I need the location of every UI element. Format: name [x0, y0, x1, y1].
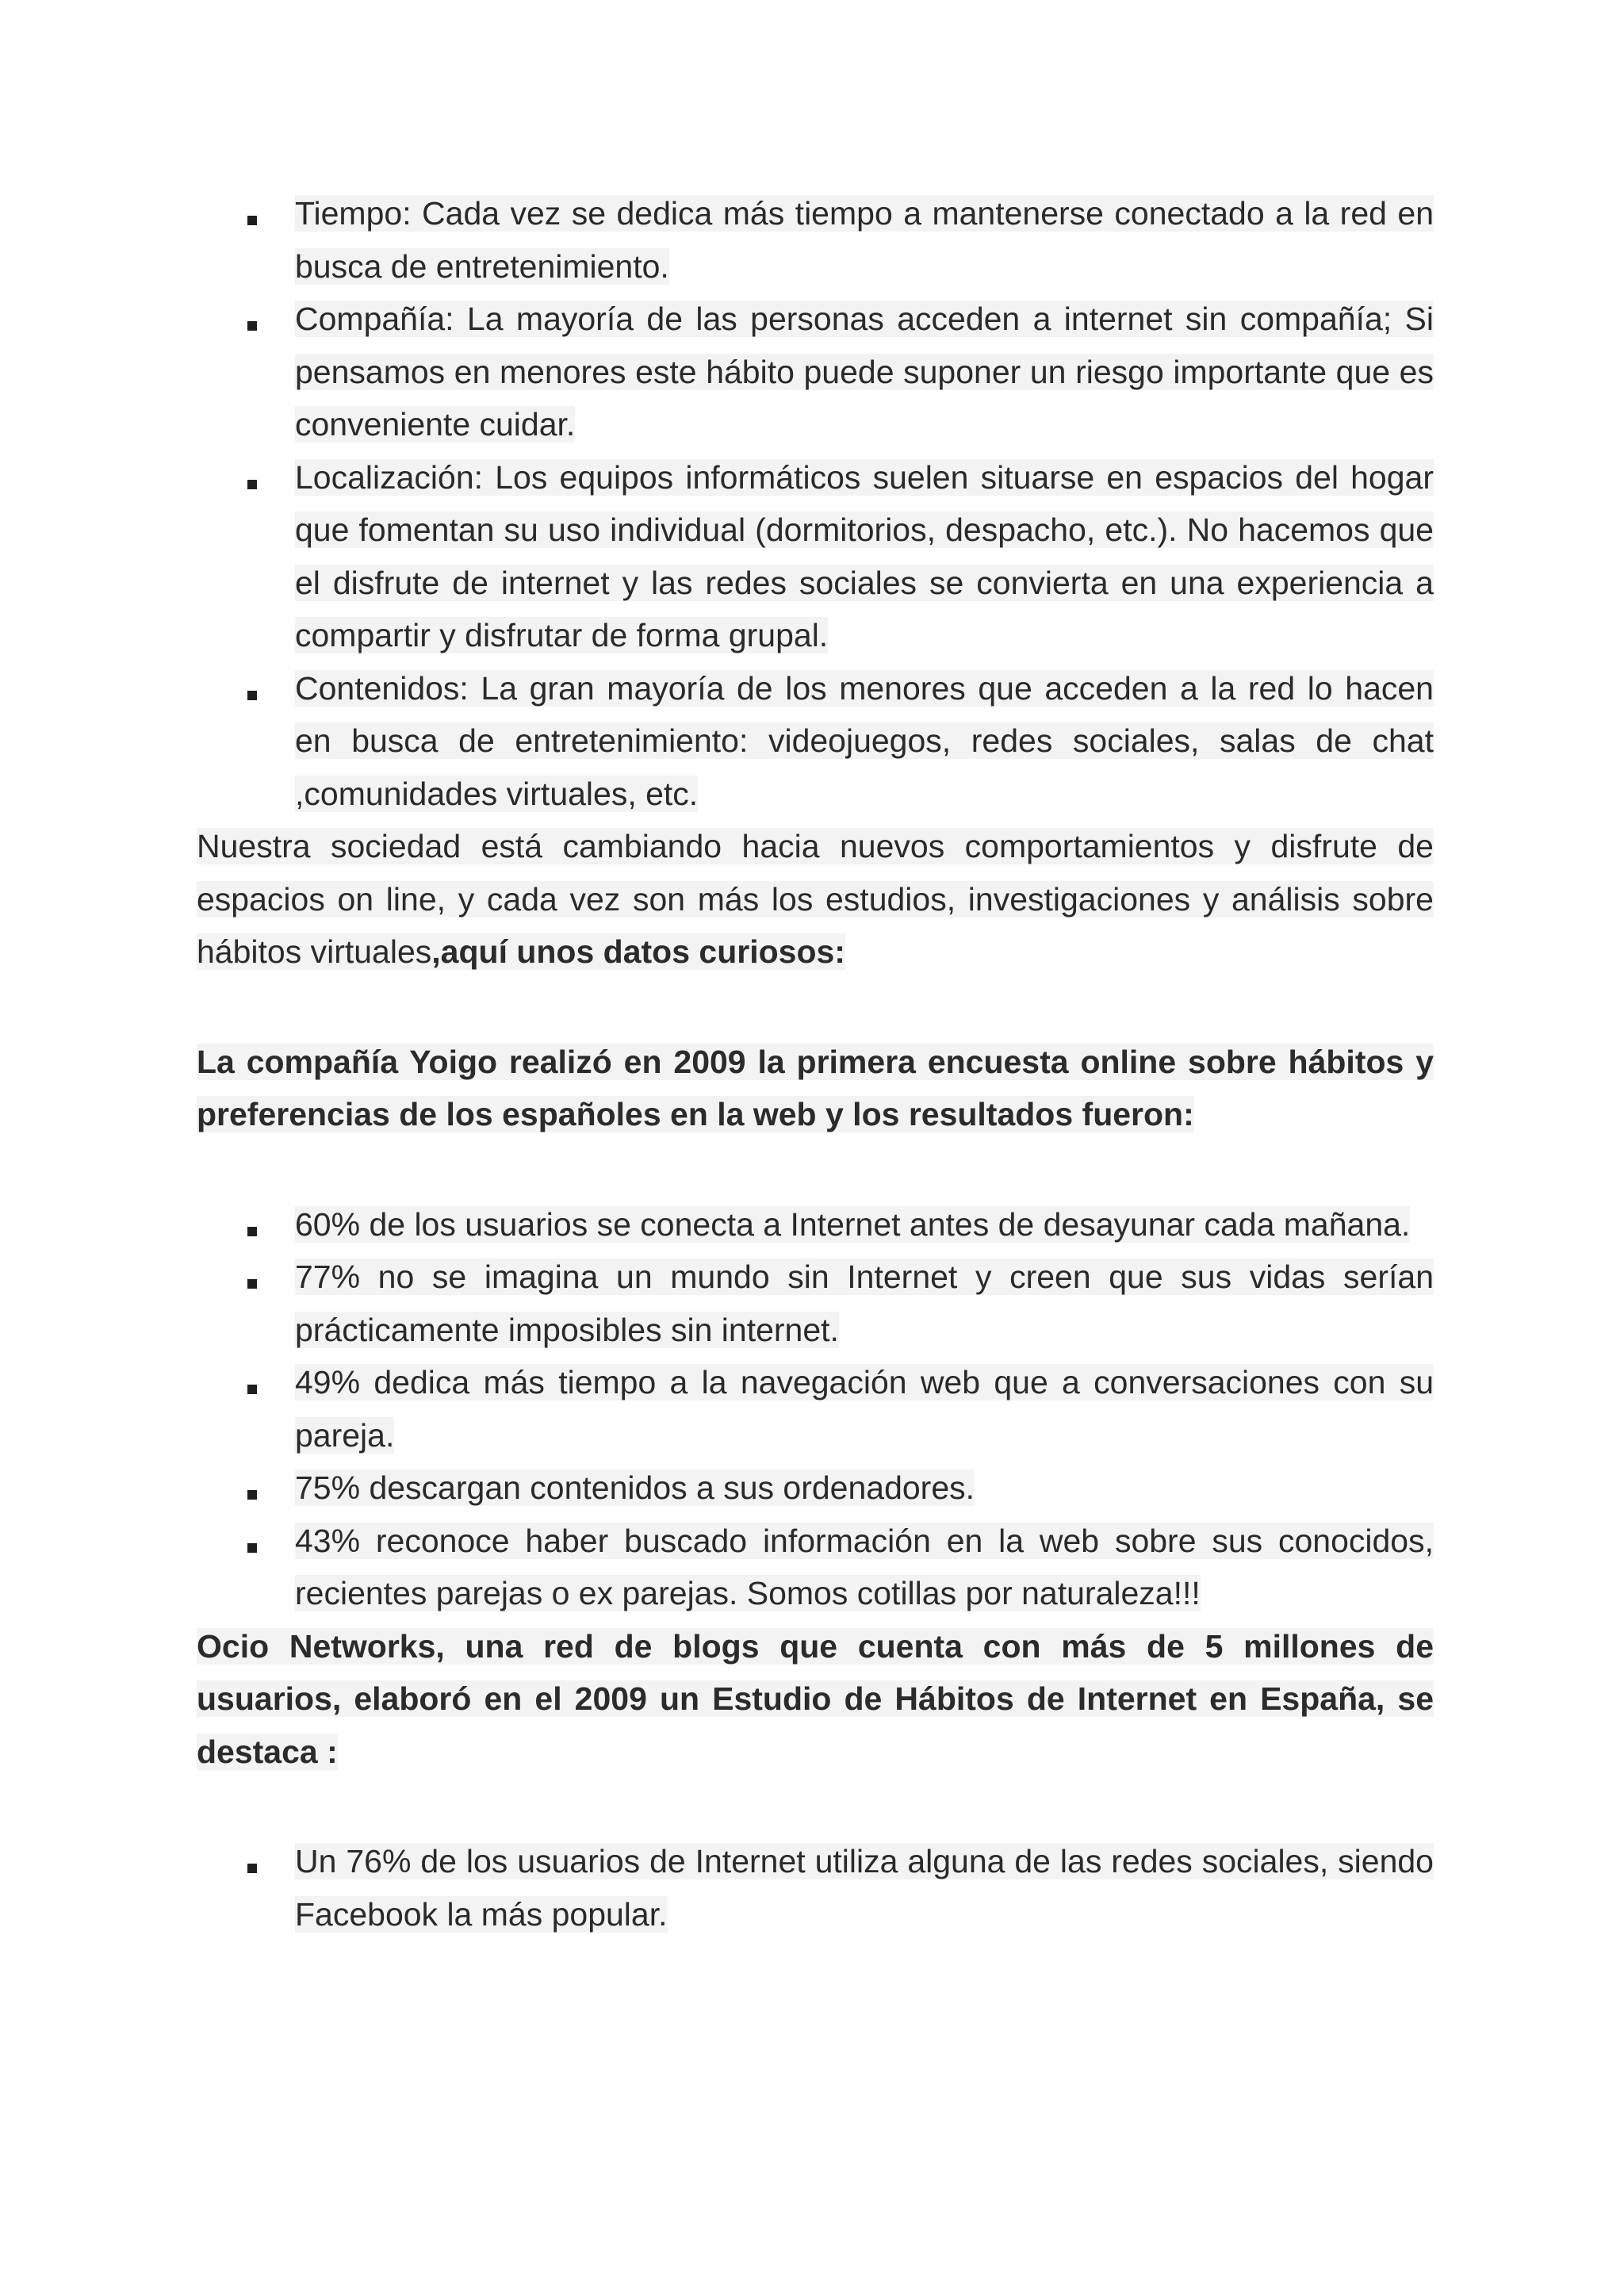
list-item — [197, 1515, 1434, 1620]
list-item-text: 60% de los usuarios se conecta a Internet antes de desayunar cada mañana. — [295, 1205, 1411, 1243]
list-item — [197, 662, 1434, 821]
square-bullet-icon — [247, 691, 257, 700]
list-item-text: Un 76% de los usuarios de Internet utiliza alguna de las redes sociales, siendo Facebook la más popular. — [295, 1843, 1434, 1933]
list-item — [197, 1198, 1434, 1251]
spacer — [197, 1778, 1434, 1835]
list-item — [197, 187, 1434, 293]
square-bullet-icon — [247, 216, 257, 225]
list-item-text: 75% descargan contenidos a sus ordenadores. — [295, 1469, 975, 1506]
list-item — [197, 1835, 1434, 1941]
list-item-text: Compañía: La mayoría de las personas acceden a internet sin compañía; Si pensamos en menores este hábito puede suponer un riesgo importante que es conveniente cuidar. — [295, 301, 1434, 443]
section-heading-ocio — [197, 1620, 1434, 1779]
list-item-text: 49% dedica más tiempo a la navegación web que a conversaciones con su pareja. — [295, 1364, 1434, 1454]
square-bullet-icon — [247, 321, 257, 331]
yoigo-results-list — [197, 1198, 1434, 1620]
list-item-text: Contenidos: La gran mayoría de los menores que acceden a la red lo hacen en busca de entretenimiento: videojuegos, redes sociales, salas de chat ,comunidades virtuales, etc. — [295, 669, 1434, 812]
list-item — [197, 451, 1434, 662]
ocio-results-list — [197, 1835, 1434, 1941]
intro-paragraph-text: Nuestra sociedad está cambiando hacia nuevos comportamientos y disfrute de espacios on line, y cada vez son más los estudios, investigaciones y análisis sobre hábitos virtuales — [197, 828, 1434, 970]
intro-paragraph — [197, 820, 1434, 979]
list-item-text: Tiempo: Cada vez se dedica más tiempo a mantenerse conectado a la red en busca de entretenimiento. — [295, 195, 1434, 285]
square-bullet-icon — [247, 1385, 257, 1394]
square-bullet-icon — [247, 1279, 257, 1289]
section-heading-ocio-text: Ocio Networks, una red de blogs que cuenta con más de 5 millones de usuarios, elaboró en el 2009 un Estudio de Hábitos de Internet en España, se destaca : — [197, 1627, 1434, 1770]
list-item-text: 43% reconoce haber buscado información en la web sobre sus conocidos, recientes parejas o ex parejas. Somos cotillas por naturaleza!!! — [295, 1522, 1434, 1611]
square-bullet-icon — [247, 1543, 257, 1553]
square-bullet-icon — [247, 1864, 257, 1873]
list-item — [197, 293, 1434, 451]
spacer — [197, 1141, 1434, 1198]
section-heading-yoigo — [197, 1036, 1434, 1141]
list-item-text: 77% no se imagina un mundo sin Internet y creen que sus vidas serían prácticamente imposibles sin internet. — [295, 1259, 1434, 1348]
habits-list — [197, 187, 1434, 820]
square-bullet-icon — [247, 1227, 257, 1236]
document-body — [197, 187, 1434, 1941]
intro-paragraph-bold: ,aquí unos datos curiosos: — [431, 933, 845, 970]
list-item-text: Localización: Los equipos informáticos suelen situarse en espacios del hogar que fomentan su uso individual (dormitorios, despacho, etc.). No hacemos que el disfrute de internet y las redes sociales se convierta en una experiencia a compartir y disfrutar de forma grupal. — [295, 458, 1434, 653]
spacer — [197, 979, 1434, 1036]
list-item — [197, 1356, 1434, 1462]
list-item — [197, 1251, 1434, 1356]
square-bullet-icon — [247, 480, 257, 489]
square-bullet-icon — [247, 1490, 257, 1500]
section-heading-yoigo-text: La compañía Yoigo realizó en 2009 la primera encuesta online sobre hábitos y preferencias de los españoles en la web y los resultados fueron: — [197, 1043, 1434, 1132]
list-item — [197, 1462, 1434, 1515]
